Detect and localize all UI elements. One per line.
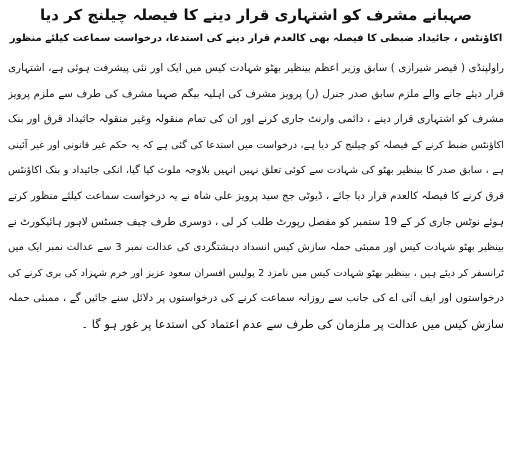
body-line: سازش کیس میں عدالت پر ملزمان کی طرف سے عدم اعتماد کی استدعا پر غور ہو گا ۔ bbox=[81, 316, 504, 331]
subheadline: اکاؤنٹس ، جائیداد ضبطی کا فیصلہ بھی کالعدم قرار دینے کی استدعا، درخواست سماعت کیلئے منظور bbox=[9, 33, 503, 44]
headline: صہبانے مشرف کو اشتہاری قرار دینے کا فیصلہ چیلنج کر دیا bbox=[39, 6, 473, 24]
news-article bbox=[8, 4, 504, 467]
body-line: اکاؤنٹس ضبط کرنے کے فیصلہ کو چیلنج کر دیا ہے، درخواست میں استدعا کی گئی ہے کہ یہ حکم غیر قانونی اور غیر آئینی bbox=[8, 139, 504, 151]
body-line: قرار دیئے جانے والے ملزم سابق صدر جنرل (ر) پرویز مشرف کی اہلیہ بیگم صہبا مشرف کی طرف سے ملزم پرویز bbox=[8, 87, 504, 100]
body-line: ٹرانسفر کر دیئے ہیں ، بینظیر بھٹو شہادت کیس میں نامزد 2 پولیس افسران سعود عزیز اور خرم شہزاد کی بری کرنے کی bbox=[8, 267, 504, 279]
body-line: راولپنڈی ( قیصر شیرازی ) سابق وزیر اعظم بینظیر بھٹو شہادت کیس میں ایک اور نئی پیشرفت ہوئی ہے، اشتہاری bbox=[8, 62, 504, 74]
body-line: ہے ، سابق صدر کا بینظیر بھٹو کی شہادت سے کوئی تعلق نہیں انہیں بلاوجہ ملوث کیا گیا، انکی جائیداد و بنک اکاؤنٹس bbox=[8, 165, 504, 177]
body-line: مشرف کو اشتہاری قرار دینے ، دائمی وارنٹ جاری کرنے اور ان کی تمام منقولہ وغیر منقولہ جائیداد قرق اور بنک bbox=[8, 113, 504, 126]
body-line: درخواستوں اور ایف آئی اے کی جانب سے روزانہ سماعت کرنے کی درخواستوں پر دلائل سنے جائیں گے ، ممبئی حملہ bbox=[8, 292, 504, 305]
article-body bbox=[8, 56, 504, 338]
body-line: ہوئے نوٹس جاری کر کے 19 ستمبر کو مفصل رپورٹ طلب کر لی ، دوسری طرف چیف جسٹس لاہور ہائیکورٹ نے bbox=[8, 215, 504, 228]
body-line: بینظیر بھٹو شہادت کیس اور ممبئی حملہ سازش کیس انسداد دہشتگردی کی عدالت نمبر 3 سے عدالت نمبر ایک میں bbox=[8, 242, 504, 254]
body-line: قرق کرنے کا فیصلہ کالعدم قرار دیا جائے ، ڈیوٹی جج سید پرویز علی شاہ نے یہ درخواست سماعت کیلئے منظور کرتے bbox=[8, 189, 504, 202]
